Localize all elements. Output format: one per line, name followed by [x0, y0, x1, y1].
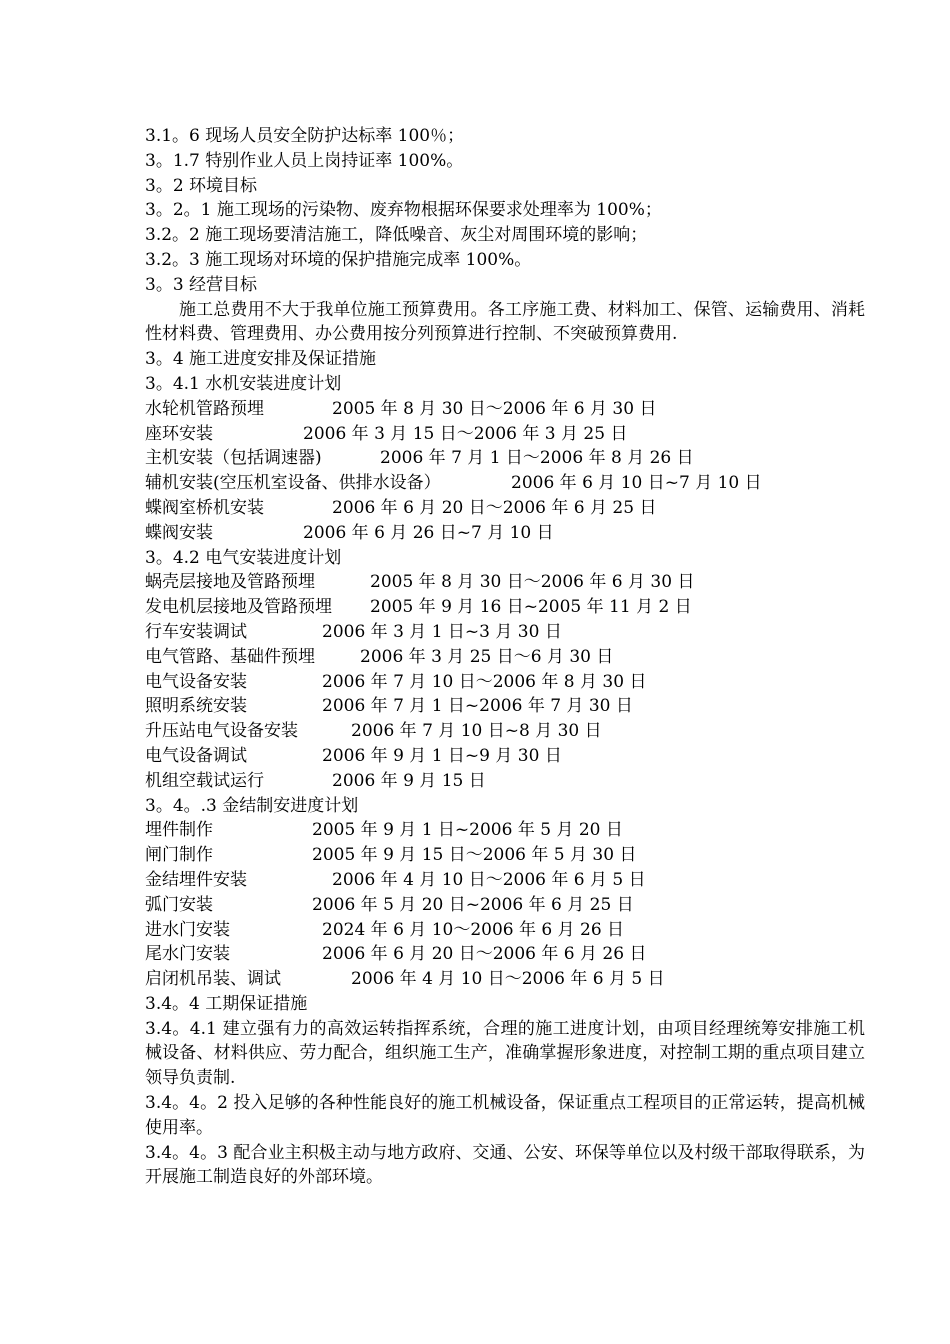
schedule-date: 2006 年 3 月 25 日～6 月 30 日: [360, 646, 614, 667]
schedule-date: 2006 年 5 月 20 日~2006 年 6 月 25 日: [312, 894, 634, 915]
section-heading: 3。2 环境目标: [145, 175, 258, 196]
document-body: [145, 124, 865, 1190]
schedule-item: 电气设备调试: [145, 745, 247, 766]
safety-target-line: 3。1.7 特别作业人员上岗持证率 100%。: [145, 150, 464, 171]
subsection-heading: 3。4.2 电气安装进度计划: [145, 547, 342, 568]
schedule-item: 行车安装调试: [145, 621, 247, 642]
schedule-date: 2006 年 7 月 1 日～2006 年 8 月 26 日: [380, 448, 694, 469]
schedule-row: [145, 744, 865, 769]
schedule-item: 座环安装: [145, 423, 213, 444]
subsection-heading: 3。4。.3 金结制安进度计划: [145, 795, 359, 816]
schedule-row: [145, 719, 865, 744]
budget-paragraph: 施工总费用不大于我单位施工预算费用。各工序施工费、材料加工、保管、运输费用、消耗性材料费、管理费用、办公费用按分列预算进行控制、不突破预算费用.: [145, 299, 865, 345]
schedule-item: 电气管路、基础件预埋: [145, 646, 315, 667]
schedule-item: 埋件制作: [145, 820, 213, 841]
schedule-date: 2006 年 6 月 10 日~7 月 10 日: [511, 473, 762, 494]
schedule-row: [145, 496, 865, 521]
schedule-row: [145, 670, 865, 695]
section-heading: 3。3 经营目标: [145, 274, 258, 295]
schedule-row: [145, 942, 865, 967]
schedule-date: 2006 年 9 月 1 日~9 月 30 日: [322, 745, 562, 766]
schedule-item: 尾水门安装: [145, 944, 230, 965]
schedule-item: 弧门安装: [145, 894, 213, 915]
schedule-date: 2005 年 9 月 1 日~2006 年 5 月 20 日: [312, 820, 623, 841]
schedule-row: [145, 843, 865, 868]
schedule-item: 辅机安装(空压机室设备、供排水设备）: [145, 473, 441, 494]
safety-target-line: 3.1。6 现场人员安全防护达标率 100％；: [145, 126, 465, 146]
schedule-item: 机组空载试运行: [145, 770, 264, 791]
schedule-row: [145, 769, 865, 794]
schedule-item: 水轮机管路预埋: [145, 398, 264, 419]
schedule-date: 2005 年 9 月 16 日~2005 年 11 月 2 日: [370, 597, 692, 618]
schedule-date: 2006 年 6 月 20 日～2006 年 6 月 26 日: [322, 944, 647, 965]
schedule-item: 金结埋件安装: [145, 869, 247, 890]
schedule-row: [145, 918, 865, 943]
schedule-row: [145, 471, 865, 496]
schedule-date: 2006 年 7 月 1 日~2006 年 7 月 30 日: [322, 696, 633, 717]
schedule-item: 蝶阀安装: [145, 522, 213, 543]
schedule-item: 进水门安装: [145, 919, 230, 940]
schedule-item: 主机安装（包括调速器): [145, 448, 322, 469]
schedule-row: [145, 818, 865, 843]
schedule-date: 2005 年 8 月 30 日～2006 年 6 月 30 日: [332, 398, 657, 419]
schedule-date: 2006 年 4 月 10 日～2006 年 6 月 5 日: [351, 969, 665, 990]
schedule-date: 2006 年 3 月 15 日～2006 年 3 月 25 日: [303, 423, 628, 444]
schedule-row: [145, 694, 865, 719]
schedule-item: 发电机层接地及管路预埋: [145, 597, 332, 618]
schedule-date: 2024 年 6 月 10～2006 年 6 月 26 日: [322, 919, 625, 940]
schedule-row: [145, 570, 865, 595]
schedule-date: 2006 年 9 月 15 日: [332, 770, 486, 791]
schedule-date: 2005 年 9 月 15 日～2006 年 5 月 30 日: [312, 845, 637, 866]
schedule-item: 电气设备安装: [145, 671, 247, 692]
schedule-row: [145, 422, 865, 447]
guarantee-paragraph: 3.4。4。3 配合业主积极主动与地方政府、交通、公安、环保等单位以及村级干部取得联系，为开展施工制造良好的外部环境。: [145, 1142, 865, 1188]
schedule-item: 蝶阀室桥机安装: [145, 497, 264, 518]
schedule-row: [145, 967, 865, 992]
schedule-date: 2006 年 6 月 20 日～2006 年 6 月 25 日: [332, 497, 657, 518]
schedule-item: 蜗壳层接地及管路预埋: [145, 572, 315, 593]
schedule-item: 闸门制作: [145, 845, 213, 866]
schedule-item: 启闭机吊装、调试: [145, 969, 281, 990]
schedule-row: [145, 397, 865, 422]
schedule-row: [145, 868, 865, 893]
schedule-row: [145, 620, 865, 645]
schedule-item: 照明系统安装: [145, 696, 247, 717]
schedule-row: [145, 893, 865, 918]
schedule-date: 2006 年 3 月 1 日~3 月 30 日: [322, 621, 562, 642]
schedule-date: 2006 年 4 月 10 日～2006 年 6 月 5 日: [332, 869, 646, 890]
schedule-row: [145, 446, 865, 471]
schedule-date: 2006 年 7 月 10 日～2006 年 8 月 30 日: [322, 671, 647, 692]
environment-target-line: 3.2。2 施工现场要清洁施工，降低噪音、灰尘对周围环境的影响；: [145, 225, 648, 246]
guarantee-paragraph: 3.4。4.1 建立强有力的高效运转指挥系统，合理的施工进度计划，由项目经理统筹安排施工机械设备、材料供应、劳力配合，组织施工生产，准确掌握形象进度，对控制工期的重点项目建立领导负责制.: [145, 1018, 865, 1089]
schedule-row: [145, 645, 865, 670]
schedule-date: 2006 年 7 月 10 日~8 月 30 日: [351, 721, 602, 742]
schedule-row: [145, 595, 865, 620]
schedule-date: 2005 年 8 月 30 日～2006 年 6 月 30 日: [370, 572, 695, 593]
environment-target-line: 3.2。3 施工现场对环境的保护措施完成率 100%。: [145, 249, 532, 270]
subsection-heading: 3。4.1 水机安装进度计划: [145, 373, 342, 394]
environment-target-line: 3。2。1 施工现场的污染物、废弃物根据环保要求处理率为 100%；: [145, 200, 662, 221]
schedule-row: [145, 521, 865, 546]
guarantee-paragraph: 3.4。4。2 投入足够的各种性能良好的施工机械设备，保证重点工程项目的正常运转，提高机械使用率。: [145, 1093, 865, 1138]
section-heading: 3。4 施工进度安排及保证措施: [145, 349, 377, 370]
subsection-heading: 3.4。4 工期保证措施: [145, 993, 308, 1014]
schedule-item: 升压站电气设备安装: [145, 721, 298, 742]
schedule-date: 2006 年 6 月 26 日~7 月 10 日: [303, 522, 554, 543]
